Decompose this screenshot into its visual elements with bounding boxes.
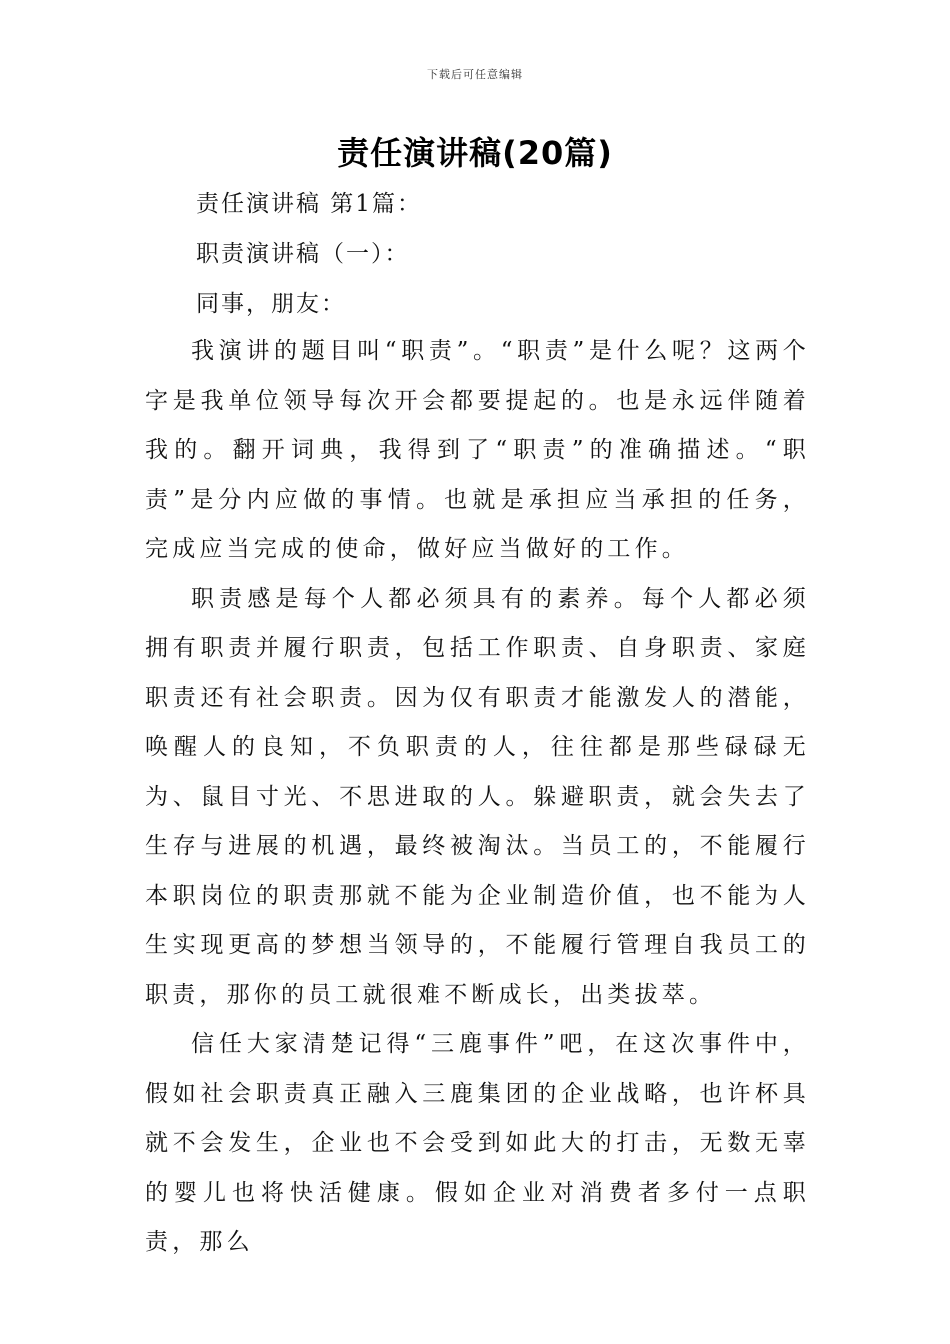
paragraph: 信任大家清楚记得“三鹿事件”吧，在这次事件中，假如社会职责真正融入三鹿集团的企业战略，也许杯具就不会发生，企业也不会受到如此大的打击，无数无辜的婴儿也将快活健康。假如企业对消费者多付一点职责，那么 [145,1031,810,1255]
section-heading: 职责演讲稿（一）： [196,241,410,267]
document-title: 责任演讲稿(20篇) [337,134,613,172]
paragraph: 职责感是每个人都必须具有的素养。每个人都必须拥有职责并履行职责，包括工作职责、自身职责、家庭职责还有社会职责。因为仅有职责才能激发人的潜能，唤醒人的良知，不负职责的人，往往都是那些碌碌无为、鼠目寸光、不思进取的人。躲避职责，就会失去了生存与进展的机遇，最终被淘汰。当员工的，不能履行本职岗位的职责那就不能为企业制造价值，也不能为人生实现更高的梦想当领导的，不能履行管理自我员工的职责，那你的员工就很难不断成长，出类拔萃。 [145,585,810,1008]
salutation: 同事，朋友： [196,291,346,317]
body-text [145,327,810,1268]
header-note: 下载后可任意编辑 [427,68,523,81]
subheading: 责任演讲稿 第1篇： [196,191,422,217]
paragraph: 我演讲的题目叫“职责”。“职责”是什么呢？这两个字是我单位领导每次开会都要提起的。也是永远伴随着我的。翻开词典，我得到了“职责”的准确描述。“职责”是分内应做的事情。也就是承担应当承担的任务，完成应当完成的使命，做好应当做好的工作。 [145,338,810,562]
